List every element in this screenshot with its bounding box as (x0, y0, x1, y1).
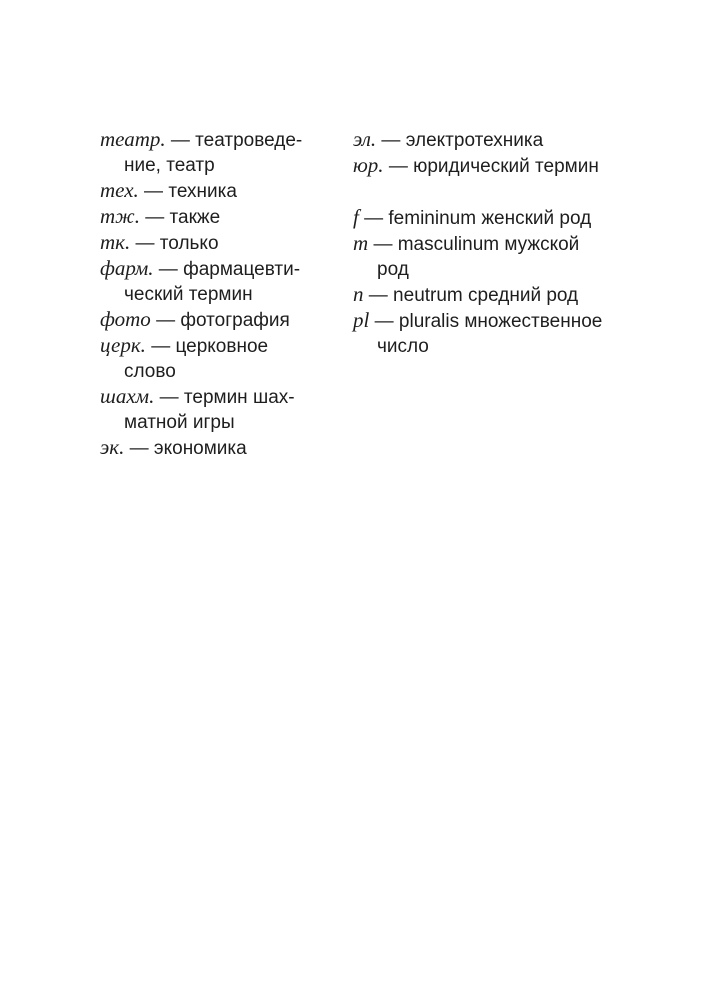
abbreviation-entry (353, 127, 613, 153)
abbreviation-entry (100, 178, 320, 204)
abbreviation-entry (100, 230, 320, 256)
abbreviations-left-column (100, 127, 320, 461)
abbreviation-meaning: — техника (138, 181, 237, 202)
gender-meaning: — neutrum средний род (363, 285, 579, 306)
abbreviation: тех. (100, 178, 139, 202)
abbreviation: тж. (100, 204, 140, 228)
abbreviation-meaning: — термин шахматной игры (124, 387, 295, 433)
gender-entry (353, 231, 613, 282)
abbreviation-entry (100, 435, 320, 461)
abbreviation: церк. (100, 333, 146, 357)
gender-meaning: — femininum женский род (358, 208, 592, 229)
abbreviation-meaning: — фармацевтический термин (124, 259, 301, 305)
abbreviation-entry (100, 333, 320, 384)
abbreviation-meaning: — юридический термин (383, 156, 599, 177)
abbreviation-entry (353, 153, 613, 179)
gender-meaning: — pluralis множественное число (369, 311, 603, 357)
abbreviation: театр. (100, 127, 166, 151)
abbreviation-entry (100, 256, 320, 307)
abbreviation: тк. (100, 230, 131, 254)
abbreviation-meaning: — только (130, 233, 219, 254)
abbreviation: шахм. (100, 384, 155, 408)
gender-entry (353, 205, 613, 231)
abbreviation: фарм. (100, 256, 154, 280)
abbreviation-meaning: — электротехника (376, 130, 544, 151)
gender-abbreviation: n (353, 282, 364, 306)
gender-meaning: — masculinum мужской род (368, 234, 580, 280)
gender-abbreviation: f (353, 205, 359, 229)
gender-entry (353, 308, 613, 359)
abbreviations-right-column (353, 127, 613, 359)
abbreviation: фото (100, 307, 151, 331)
gender-abbreviation: pl (353, 308, 370, 332)
abbreviation-entry (100, 204, 320, 230)
abbreviation-entry (100, 127, 320, 178)
gender-entry (353, 282, 613, 308)
abbreviation-meaning: — фотография (150, 310, 290, 331)
abbreviation-meaning: — экономика (124, 438, 247, 459)
abbreviation-entry (100, 307, 320, 333)
abbreviation: эл. (353, 127, 377, 151)
abbreviation-meaning: — церковное слово (124, 336, 269, 382)
abbreviation-meaning: — театроведение, театр (124, 130, 303, 176)
abbreviation: эк. (100, 435, 125, 459)
section-gap (353, 179, 613, 205)
gender-abbreviation: m (353, 231, 369, 255)
abbreviation: юр. (353, 153, 384, 177)
abbreviation-entry (100, 384, 320, 435)
abbreviation-meaning: — также (139, 207, 221, 228)
